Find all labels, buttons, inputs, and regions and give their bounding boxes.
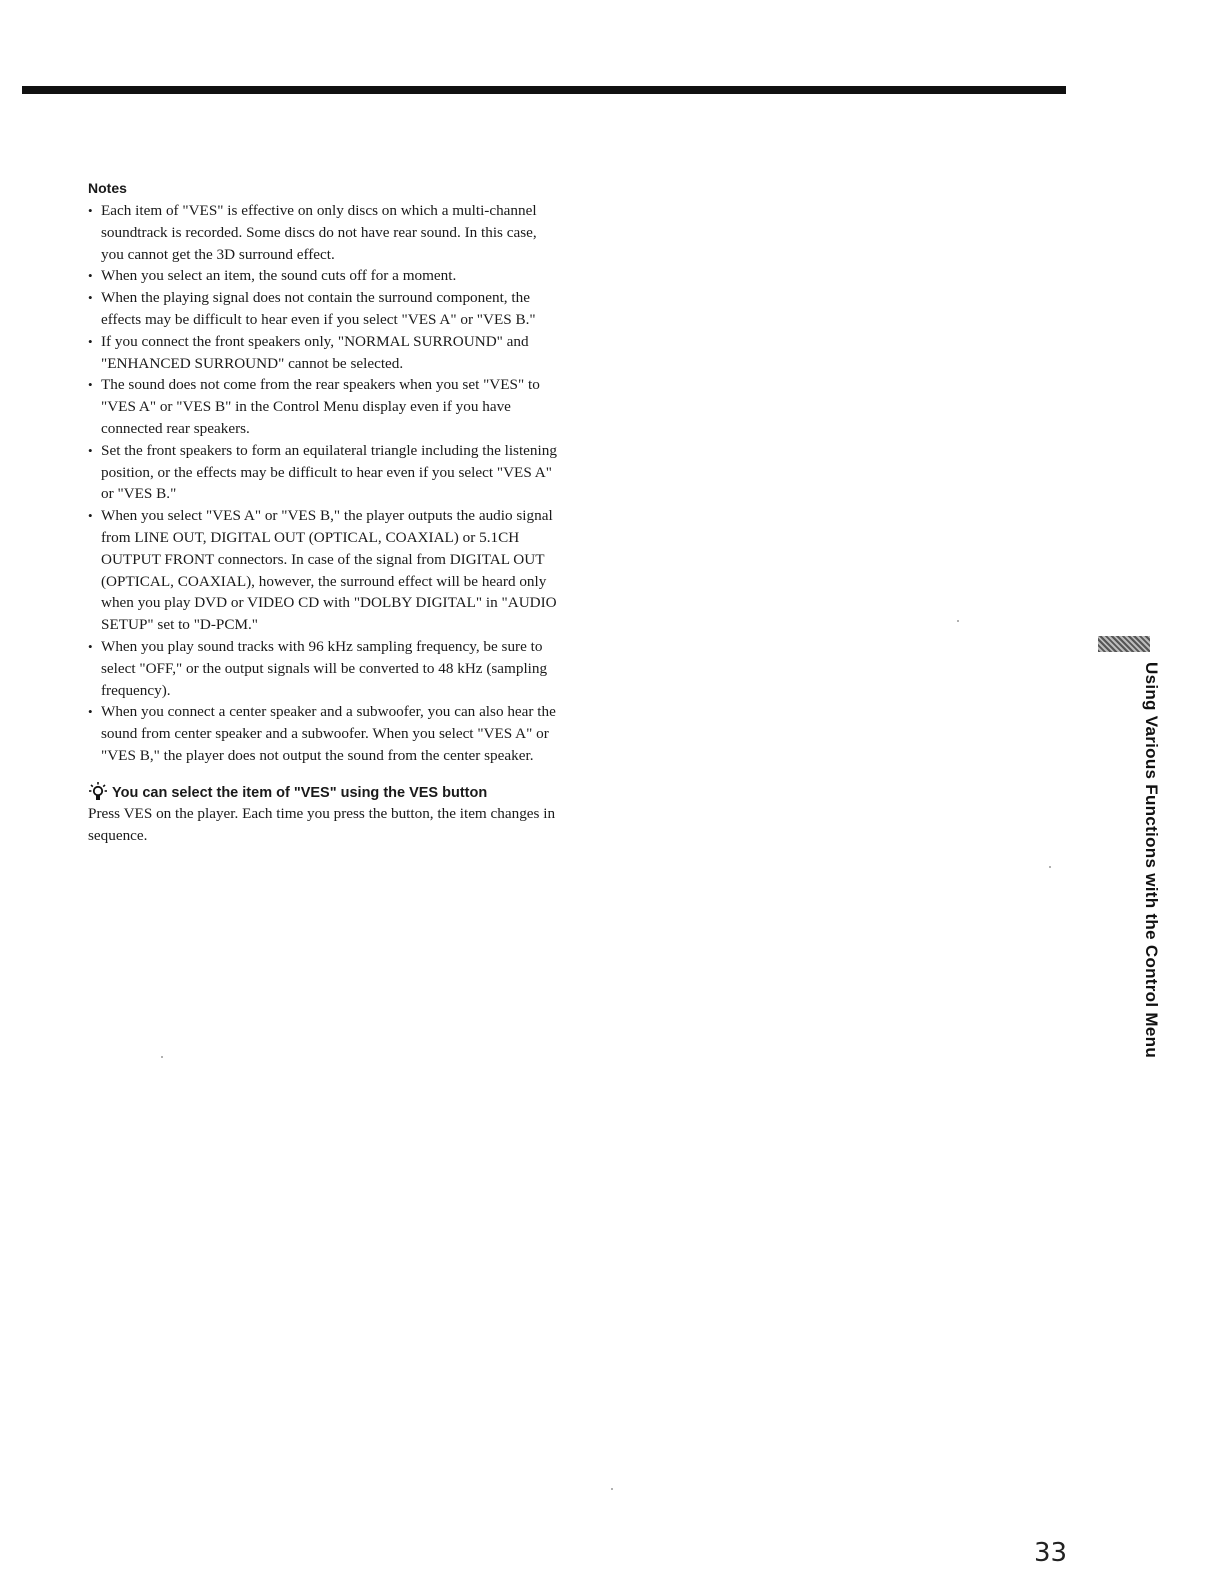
note-item: • When you connect a center speaker and a subwoofer, you can also hear the sound from center speaker and a subwoofer. When you select "VES A" or "VES B," the player does not output the sound from the center speaker. — [88, 701, 558, 766]
scan-speck — [1049, 866, 1051, 868]
note-item: • When the playing signal does not contain the surround component, the effects may be difficult to hear even if you select "VES A" or "VES B." — [88, 287, 558, 331]
note-item: • The sound does not come from the rear speakers when you set "VES" to "VES A" or "VES B" in the Control Menu display even if you have connected rear speakers. — [88, 374, 558, 439]
scan-speck — [161, 1056, 163, 1058]
notes-heading: Notes — [88, 180, 127, 196]
page-number: 33 — [1034, 1538, 1068, 1568]
tip-heading: You can select the item of "VES" using the VES button — [112, 784, 488, 801]
note-item: • When you select "VES A" or "VES B," the player outputs the audio signal from LINE OUT, DIGITAL OUT (OPTICAL, COAXIAL) or 5.1CH OUTPUT FRONT connectors. In case of the signal from DIGITAL OUT (OPTICAL, COAXIAL), however, the surround effect will be heard only when you play DVD or VIDEO CD with "DOLBY DIGITAL" in "AUDIO SETUP" set to "D-PCM." — [88, 505, 558, 636]
lightbulb-icon — [88, 781, 108, 803]
note-item: • If you connect the front speakers only, "NORMAL SURROUND" and "ENHANCED SURROUND" cannot be selected. — [88, 331, 558, 375]
section-tab-marker — [1098, 636, 1150, 652]
note-item: • Each item of "VES" is effective on only discs on which a multi-channel soundtrack is recorded. Some discs do not have rear sound. In this case, you cannot get the 3D surround effect. — [88, 200, 558, 265]
main-content — [88, 178, 558, 846]
scan-speck — [957, 620, 959, 622]
top-rule — [22, 86, 1066, 94]
tip-heading-row — [88, 781, 558, 803]
note-item: • Set the front speakers to form an equilateral triangle including the listening position, or the effects may be difficult to hear even if you select "VES A" or "VES B." — [88, 440, 558, 505]
tip-text: Press VES on the player. Each time you press the button, the item changes in sequence. — [88, 804, 556, 844]
note-item: • When you select an item, the sound cuts off for a moment. — [88, 265, 558, 287]
note-item: • When you play sound tracks with 96 kHz sampling frequency, be sure to select "OFF," or the output signals will be converted to 48 kHz (sampling frequency). — [88, 636, 558, 701]
section-side-title: Using Various Functions with the Control Menu — [1142, 662, 1161, 1058]
scan-speck — [611, 1488, 613, 1490]
notes-list — [88, 200, 558, 767]
